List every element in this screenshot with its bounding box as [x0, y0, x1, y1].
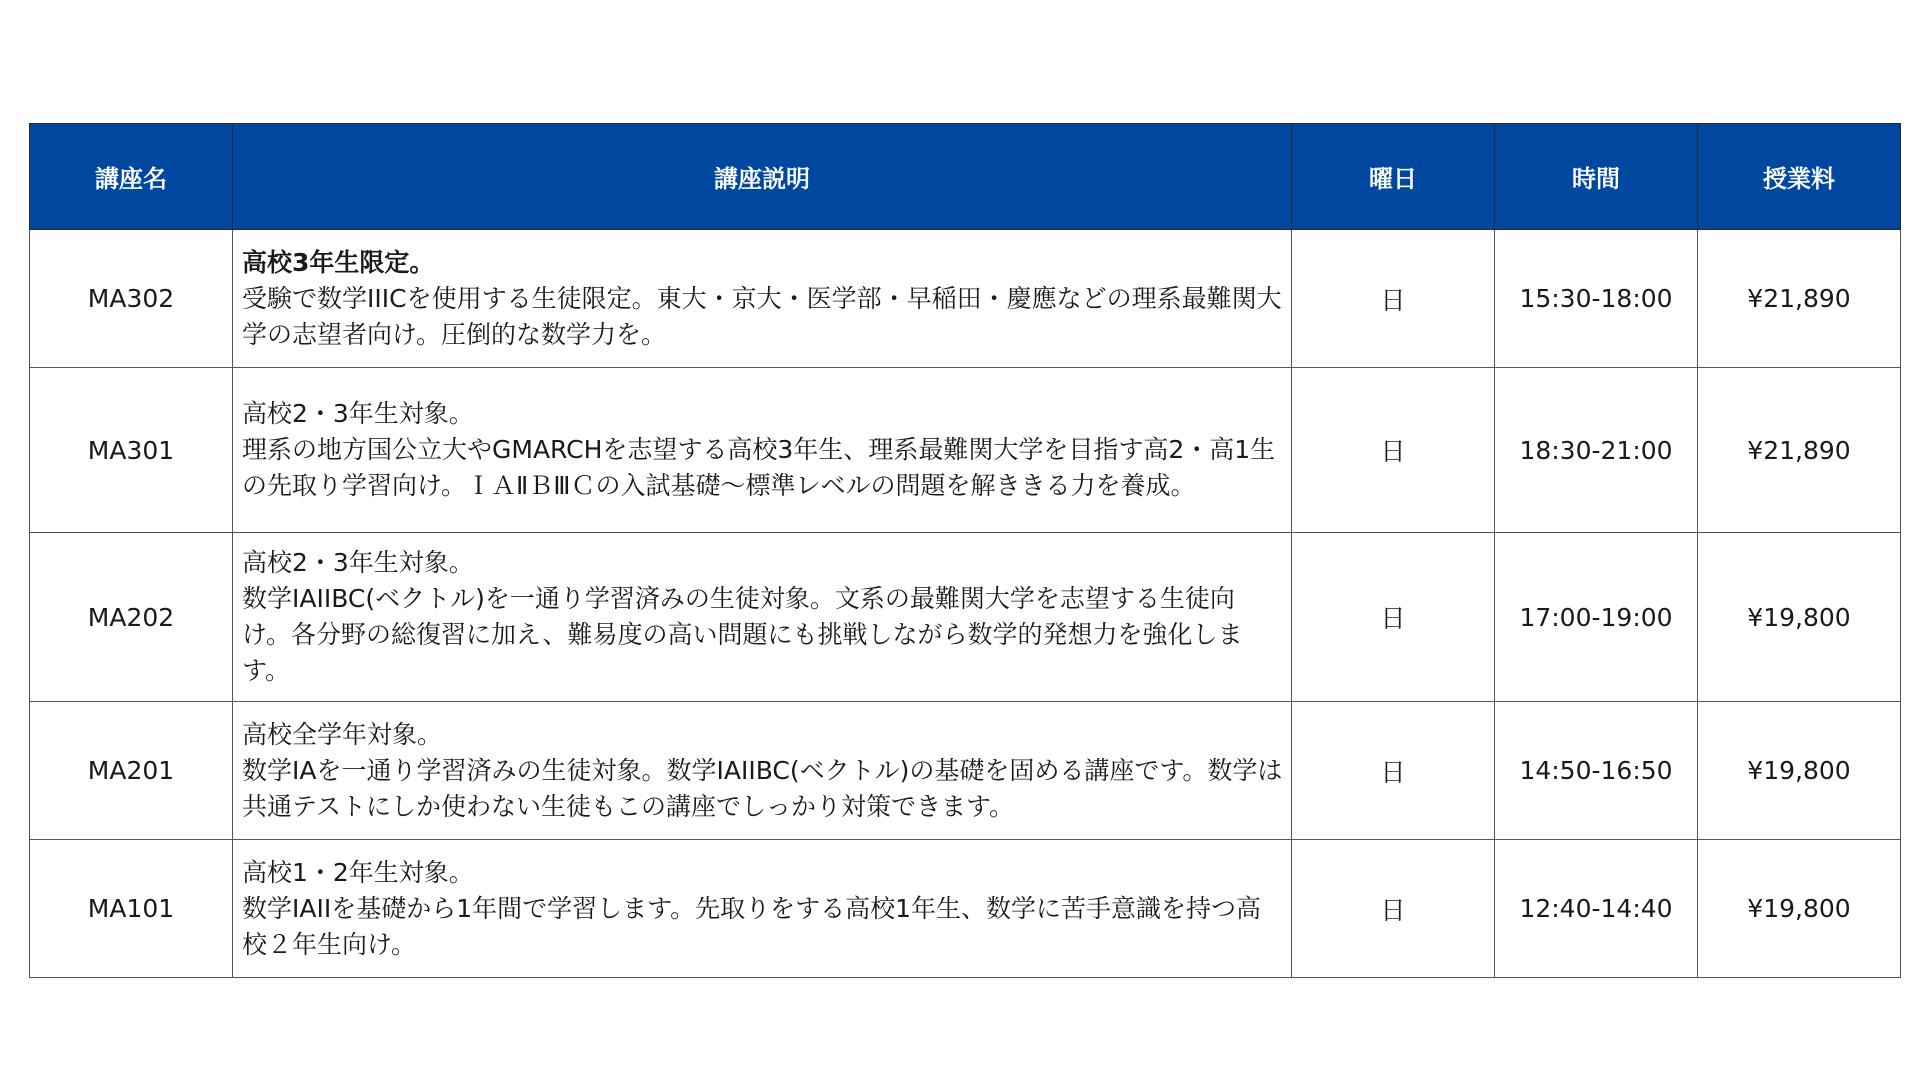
course-table-container [29, 123, 1900, 978]
course-fee: ¥19,800 [1698, 533, 1901, 702]
course-day: 日 [1292, 230, 1495, 368]
course-description [233, 533, 1292, 702]
course-time: 18:30-21:00 [1495, 368, 1698, 533]
course-time: 17:00-19:00 [1495, 533, 1698, 702]
course-target-label: 高校3年生限定。 [242, 247, 435, 277]
course-description [233, 840, 1292, 978]
table-row [30, 368, 1901, 533]
course-time: 12:40-14:40 [1495, 840, 1698, 978]
header-time: 時間 [1495, 124, 1698, 230]
course-day: 日 [1292, 840, 1495, 978]
course-description [233, 368, 1292, 533]
course-day: 日 [1292, 368, 1495, 533]
course-target-label: 高校2・3年生対象。 [242, 548, 474, 577]
course-code: MA302 [30, 230, 233, 368]
header-day: 曜日 [1292, 124, 1495, 230]
course-fee: ¥21,890 [1698, 368, 1901, 533]
table-row [30, 840, 1901, 978]
course-time: 15:30-18:00 [1495, 230, 1698, 368]
course-fee: ¥19,800 [1698, 702, 1901, 840]
course-target-label: 高校2・3年生対象。 [242, 399, 474, 428]
course-description [233, 702, 1292, 840]
course-fee: ¥19,800 [1698, 840, 1901, 978]
course-description-text: 受験で数学IIICを使用する生徒限定。東大・京大・医学部・早稲田・慶應などの理系最難関大学の志望者向け。圧倒的な数学力を。 [242, 283, 1282, 349]
course-description-text: 数学IAIIを基礎から1年間で学習します。先取りをする高校1年生、数学に苦手意識を持つ高校２年生向け。 [242, 893, 1262, 959]
course-description-text: 数学IAを一通り学習済みの生徒対象。数学IAIIBC(ベクトル)の基礎を固める講座です。数学は共通テストにしか使わない生徒もこの講座でしっかり対策できます。 [242, 755, 1283, 821]
course-description-text: 理系の地方国公立大やGMARCHを志望する高校3年生、理系最難関大学を目指す高2・高1生の先取り学習向け。ＩＡⅡＢⅢＣの入試基礎〜標準レベルの問題を解ききる力を養成。 [242, 435, 1276, 500]
course-fee: ¥21,890 [1698, 230, 1901, 368]
course-target-label: 高校全学年対象。 [242, 719, 443, 749]
course-day: 日 [1292, 702, 1495, 840]
header-course-name: 講座名 [30, 124, 233, 230]
table-header-row [30, 124, 1901, 230]
course-table [29, 123, 1901, 978]
course-code: MA202 [30, 533, 233, 702]
header-course-description: 講座説明 [233, 124, 1292, 230]
course-description [233, 230, 1292, 368]
course-day: 日 [1292, 533, 1495, 702]
table-row [30, 533, 1901, 702]
course-description-text: 数学IAIIBC(ベクトル)を一通り学習済みの生徒対象。文系の最難関大学を志望する生徒向け。各分野の総復習に加え、難易度の高い問題にも挑戦しながら数学的発想力を強化します。 [242, 584, 1243, 685]
course-code: MA101 [30, 840, 233, 978]
header-fee: 授業料 [1698, 124, 1901, 230]
course-code: MA201 [30, 702, 233, 840]
table-row [30, 230, 1901, 368]
course-code: MA301 [30, 368, 233, 533]
table-row [30, 702, 1901, 840]
course-target-label: 高校1・2年生対象。 [242, 857, 474, 887]
course-time: 14:50-16:50 [1495, 702, 1698, 840]
